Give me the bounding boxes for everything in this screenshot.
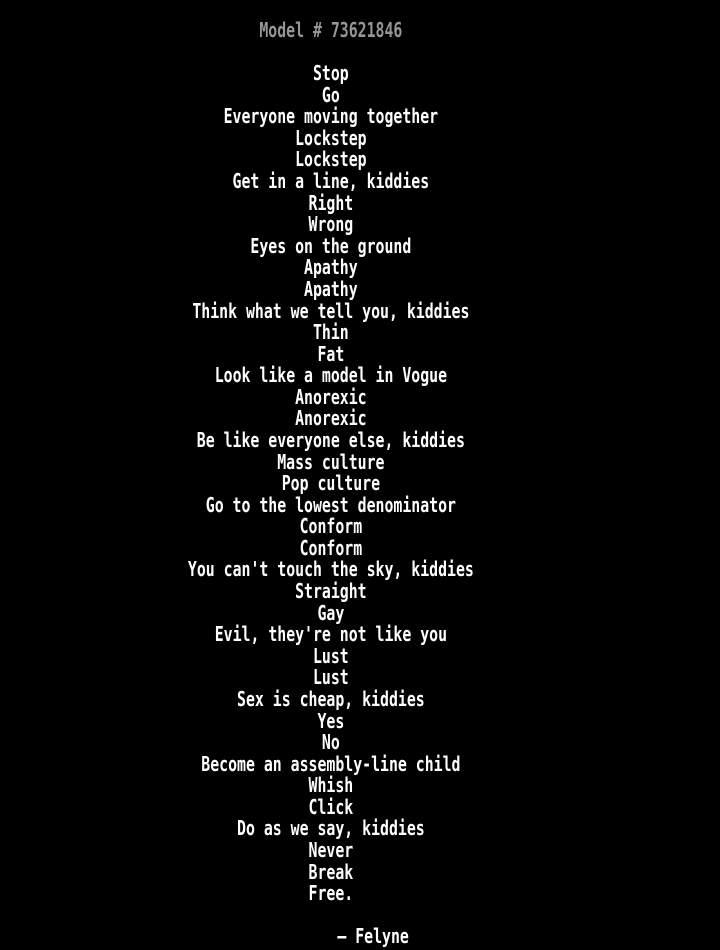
poem-line: Lust [312, 643, 349, 668]
poem-line: Fat [317, 341, 345, 366]
poem-line: Become an assembly-line child [201, 751, 461, 776]
poem-line: You can't touch the sky, kiddies [187, 557, 474, 582]
poem-line: Apathy [304, 276, 358, 301]
poem-line: Whish [308, 773, 354, 798]
poem-line: Anorexic [295, 384, 367, 409]
poem-line: Evil, they're not like you [214, 622, 448, 647]
poem-line: Go to the lowest denominator [205, 492, 456, 517]
poem-line: Lockstep [295, 125, 367, 150]
poem-line: Pop culture [281, 471, 381, 496]
poem-line: Do as we say, kiddies [237, 816, 425, 841]
poem-line: Get in a line, kiddies [232, 169, 430, 194]
model-number-title: Model # 73621846 [259, 18, 403, 42]
poem-line: Yes [317, 708, 345, 733]
poem-line: Thin [312, 320, 349, 345]
spacer-line [0, 42, 662, 64]
poem-line: Break [308, 859, 354, 884]
poem-line: Right [308, 190, 354, 215]
poem-line: Apathy [304, 255, 358, 280]
author-signature: – Felyne [337, 924, 409, 949]
poem-line: Conform [299, 514, 363, 539]
poem-line: Everyone moving together [223, 104, 439, 129]
poem-line: Look like a model in Vogue [214, 363, 448, 388]
poem-line: Sex is cheap, kiddies [237, 686, 425, 711]
poem-line: No [321, 730, 340, 755]
poem-line: Wrong [308, 212, 354, 237]
poem-line: Conform [299, 535, 363, 560]
poem-line: Go [321, 82, 340, 107]
poem-line: Stop [312, 61, 349, 86]
poem-line: Click [308, 794, 354, 819]
poem-line: Be like everyone else, kiddies [196, 427, 465, 452]
poem-line: Gay [317, 600, 345, 625]
spacer-line [0, 905, 662, 927]
poem-line: Lust [312, 665, 349, 690]
poem-line: Anorexic [295, 406, 367, 431]
poem-line: Never [308, 837, 354, 862]
poem-line: Straight [295, 579, 367, 604]
poem-line: Think what we tell you, kiddies [192, 298, 470, 323]
poem-line: Mass culture [277, 449, 385, 474]
poem-line: Eyes on the ground [250, 233, 412, 258]
poem-line: Free. [308, 881, 354, 906]
poem-line: Lockstep [295, 147, 367, 172]
